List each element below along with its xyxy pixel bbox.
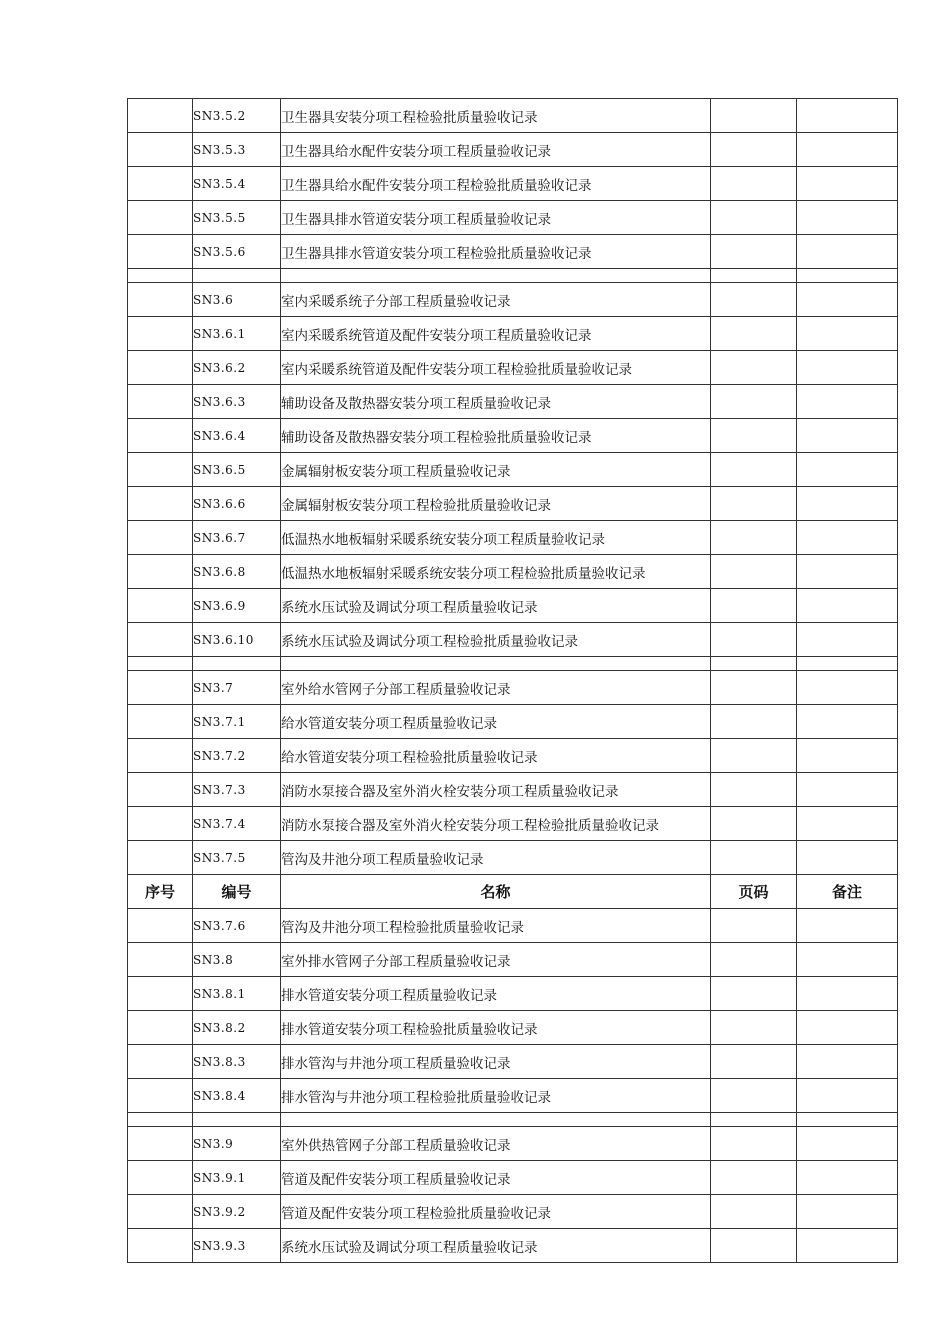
spacer-cell — [281, 1113, 711, 1127]
page-cell — [711, 671, 797, 705]
code-cell: SN3.6.6 — [193, 487, 281, 521]
name-cell: 消防水泵接合器及室外消火栓安装分项工程质量验收记录 — [281, 773, 711, 807]
spacer-cell — [193, 269, 281, 283]
table-header-row — [128, 875, 898, 909]
code-cell: SN3.7.2 — [193, 739, 281, 773]
code-cell: SN3.5.2 — [193, 99, 281, 133]
seq-cell — [128, 487, 193, 521]
page-cell — [711, 1045, 797, 1079]
name-cell: 室外供热管网子分部工程质量验收记录 — [281, 1127, 711, 1161]
spacer-cell — [711, 269, 797, 283]
name-cell: 卫生器具给水配件安装分项工程质量验收记录 — [281, 133, 711, 167]
code-cell: SN3.8.2 — [193, 1011, 281, 1045]
seq-cell — [128, 589, 193, 623]
table-row — [128, 385, 898, 419]
table-row — [128, 705, 898, 739]
table-row — [128, 419, 898, 453]
name-cell: 系统水压试验及调试分项工程质量验收记录 — [281, 1229, 711, 1263]
page-cell — [711, 201, 797, 235]
spacer-cell — [193, 1113, 281, 1127]
page-cell — [711, 453, 797, 487]
name-cell: 排水管道安装分项工程检验批质量验收记录 — [281, 1011, 711, 1045]
remark-cell — [797, 1045, 898, 1079]
page-cell — [711, 1079, 797, 1113]
spacer-cell — [281, 269, 711, 283]
table-row — [128, 589, 898, 623]
remark-cell — [797, 1161, 898, 1195]
spacer-cell — [797, 657, 898, 671]
name-cell: 系统水压试验及调试分项工程检验批质量验收记录 — [281, 623, 711, 657]
remark-cell — [797, 235, 898, 269]
name-cell: 排水管沟与井池分项工程检验批质量验收记录 — [281, 1079, 711, 1113]
table-spacer-row — [128, 269, 898, 283]
table-row — [128, 351, 898, 385]
code-cell: SN3.6.2 — [193, 351, 281, 385]
spacer-cell — [128, 269, 193, 283]
code-cell: SN3.5.5 — [193, 201, 281, 235]
name-cell: 辅助设备及散热器安装分项工程质量验收记录 — [281, 385, 711, 419]
code-cell: SN3.8.4 — [193, 1079, 281, 1113]
code-cell: SN3.6.3 — [193, 385, 281, 419]
page-cell — [711, 1229, 797, 1263]
remark-cell — [797, 1195, 898, 1229]
remark-cell — [797, 167, 898, 201]
page-cell — [711, 977, 797, 1011]
seq-cell — [128, 133, 193, 167]
table-row — [128, 283, 898, 317]
code-cell: SN3.7.5 — [193, 841, 281, 875]
seq-cell — [128, 1079, 193, 1113]
remark-cell — [797, 283, 898, 317]
table-row — [128, 909, 898, 943]
seq-cell — [128, 1127, 193, 1161]
table-row — [128, 317, 898, 351]
record-index-table — [127, 98, 898, 1263]
remark-cell — [797, 1229, 898, 1263]
name-cell: 室外给水管网子分部工程质量验收记录 — [281, 671, 711, 705]
header-page: 页码 — [711, 875, 797, 909]
seq-cell — [128, 1161, 193, 1195]
code-cell: SN3.6.8 — [193, 555, 281, 589]
seq-cell — [128, 909, 193, 943]
seq-cell — [128, 977, 193, 1011]
code-cell: SN3.6.5 — [193, 453, 281, 487]
code-cell: SN3.8.1 — [193, 977, 281, 1011]
seq-cell — [128, 841, 193, 875]
code-cell: SN3.9.1 — [193, 1161, 281, 1195]
name-cell: 金属辐射板安装分项工程检验批质量验收记录 — [281, 487, 711, 521]
remark-cell — [797, 201, 898, 235]
seq-cell — [128, 283, 193, 317]
code-cell: SN3.9.2 — [193, 1195, 281, 1229]
page-cell — [711, 705, 797, 739]
table-row — [128, 739, 898, 773]
table-row — [128, 773, 898, 807]
page-cell — [711, 419, 797, 453]
name-cell: 给水管道安装分项工程检验批质量验收记录 — [281, 739, 711, 773]
name-cell: 低温热水地板辐射采暖系统安装分项工程检验批质量验收记录 — [281, 555, 711, 589]
code-cell: SN3.7.6 — [193, 909, 281, 943]
remark-cell — [797, 385, 898, 419]
remark-cell — [797, 1011, 898, 1045]
spacer-cell — [128, 657, 193, 671]
record-index-body — [128, 99, 898, 1263]
remark-cell — [797, 977, 898, 1011]
seq-cell — [128, 201, 193, 235]
seq-cell — [128, 555, 193, 589]
table-row — [128, 1161, 898, 1195]
spacer-cell — [128, 1113, 193, 1127]
remark-cell — [797, 623, 898, 657]
page-cell — [711, 133, 797, 167]
table-row — [128, 1195, 898, 1229]
page-cell — [711, 807, 797, 841]
table-row — [128, 943, 898, 977]
remark-cell — [797, 943, 898, 977]
name-cell: 卫生器具排水管道安装分项工程质量验收记录 — [281, 201, 711, 235]
code-cell: SN3.8 — [193, 943, 281, 977]
page-cell — [711, 739, 797, 773]
table-row — [128, 671, 898, 705]
seq-cell — [128, 317, 193, 351]
page-cell — [711, 1195, 797, 1229]
page-cell — [711, 317, 797, 351]
name-cell: 卫生器具安装分项工程检验批质量验收记录 — [281, 99, 711, 133]
seq-cell — [128, 1195, 193, 1229]
remark-cell — [797, 521, 898, 555]
code-cell: SN3.5.3 — [193, 133, 281, 167]
page-cell — [711, 487, 797, 521]
seq-cell — [128, 99, 193, 133]
seq-cell — [128, 1011, 193, 1045]
spacer-cell — [797, 1113, 898, 1127]
name-cell: 管道及配件安装分项工程检验批质量验收记录 — [281, 1195, 711, 1229]
page-cell — [711, 235, 797, 269]
code-cell: SN3.6 — [193, 283, 281, 317]
remark-cell — [797, 419, 898, 453]
seq-cell — [128, 807, 193, 841]
page-cell — [711, 521, 797, 555]
table-row — [128, 1229, 898, 1263]
code-cell: SN3.6.4 — [193, 419, 281, 453]
code-cell: SN3.7.4 — [193, 807, 281, 841]
seq-cell — [128, 623, 193, 657]
code-cell: SN3.9 — [193, 1127, 281, 1161]
page-cell — [711, 943, 797, 977]
remark-cell — [797, 1079, 898, 1113]
seq-cell — [128, 521, 193, 555]
code-cell: SN3.6.1 — [193, 317, 281, 351]
header-remark: 备注 — [797, 875, 898, 909]
table-row — [128, 487, 898, 521]
table-spacer-row — [128, 1113, 898, 1127]
name-cell: 系统水压试验及调试分项工程质量验收记录 — [281, 589, 711, 623]
page-cell — [711, 283, 797, 317]
seq-cell — [128, 773, 193, 807]
name-cell: 低温热水地板辐射采暖系统安装分项工程质量验收记录 — [281, 521, 711, 555]
name-cell: 金属辐射板安装分项工程质量验收记录 — [281, 453, 711, 487]
remark-cell — [797, 739, 898, 773]
spacer-cell — [711, 1113, 797, 1127]
table-row — [128, 623, 898, 657]
table-spacer-row — [128, 657, 898, 671]
table-row — [128, 1011, 898, 1045]
remark-cell — [797, 589, 898, 623]
remark-cell — [797, 1127, 898, 1161]
table-row — [128, 807, 898, 841]
seq-cell — [128, 385, 193, 419]
name-cell: 排水管沟与井池分项工程质量验收记录 — [281, 1045, 711, 1079]
code-cell: SN3.8.3 — [193, 1045, 281, 1079]
code-cell: SN3.7 — [193, 671, 281, 705]
header-name: 名称 — [281, 875, 711, 909]
table-row — [128, 1045, 898, 1079]
spacer-cell — [281, 657, 711, 671]
name-cell: 卫生器具排水管道安装分项工程检验批质量验收记录 — [281, 235, 711, 269]
remark-cell — [797, 351, 898, 385]
code-cell: SN3.9.3 — [193, 1229, 281, 1263]
seq-cell — [128, 167, 193, 201]
header-seq: 序号 — [128, 875, 193, 909]
remark-cell — [797, 487, 898, 521]
remark-cell — [797, 99, 898, 133]
seq-cell — [128, 1045, 193, 1079]
remark-cell — [797, 555, 898, 589]
page-cell — [711, 773, 797, 807]
remark-cell — [797, 705, 898, 739]
page-cell — [711, 1011, 797, 1045]
seq-cell — [128, 453, 193, 487]
name-cell: 给水管道安装分项工程质量验收记录 — [281, 705, 711, 739]
remark-cell — [797, 807, 898, 841]
code-cell: SN3.6.9 — [193, 589, 281, 623]
seq-cell — [128, 943, 193, 977]
code-cell: SN3.5.6 — [193, 235, 281, 269]
table-row — [128, 521, 898, 555]
table-row — [128, 453, 898, 487]
table-row — [128, 1079, 898, 1113]
remark-cell — [797, 133, 898, 167]
table-row — [128, 99, 898, 133]
seq-cell — [128, 705, 193, 739]
name-cell: 室外排水管网子分部工程质量验收记录 — [281, 943, 711, 977]
name-cell: 排水管道安装分项工程质量验收记录 — [281, 977, 711, 1011]
remark-cell — [797, 773, 898, 807]
code-cell: SN3.7.1 — [193, 705, 281, 739]
code-cell: SN3.5.4 — [193, 167, 281, 201]
name-cell: 室内采暖系统管道及配件安装分项工程质量验收记录 — [281, 317, 711, 351]
page-cell — [711, 385, 797, 419]
remark-cell — [797, 909, 898, 943]
table-row — [128, 235, 898, 269]
spacer-cell — [711, 657, 797, 671]
page-cell — [711, 351, 797, 385]
seq-cell — [128, 739, 193, 773]
remark-cell — [797, 841, 898, 875]
name-cell: 室内采暖系统管道及配件安装分项工程检验批质量验收记录 — [281, 351, 711, 385]
seq-cell — [128, 419, 193, 453]
seq-cell — [128, 1229, 193, 1263]
page-cell — [711, 555, 797, 589]
remark-cell — [797, 317, 898, 351]
seq-cell — [128, 235, 193, 269]
name-cell: 消防水泵接合器及室外消火栓安装分项工程检验批质量验收记录 — [281, 807, 711, 841]
page-cell — [711, 623, 797, 657]
remark-cell — [797, 453, 898, 487]
seq-cell — [128, 671, 193, 705]
table-row — [128, 133, 898, 167]
page-cell — [711, 841, 797, 875]
table-row — [128, 841, 898, 875]
header-code: 编号 — [193, 875, 281, 909]
spacer-cell — [193, 657, 281, 671]
table-row — [128, 555, 898, 589]
page-cell — [711, 99, 797, 133]
code-cell: SN3.6.10 — [193, 623, 281, 657]
name-cell: 管沟及井池分项工程检验批质量验收记录 — [281, 909, 711, 943]
page-cell — [711, 1127, 797, 1161]
name-cell: 管道及配件安装分项工程质量验收记录 — [281, 1161, 711, 1195]
table-row — [128, 167, 898, 201]
name-cell: 卫生器具给水配件安装分项工程检验批质量验收记录 — [281, 167, 711, 201]
code-cell: SN3.7.3 — [193, 773, 281, 807]
name-cell: 管沟及井池分项工程质量验收记录 — [281, 841, 711, 875]
name-cell: 室内采暖系统子分部工程质量验收记录 — [281, 283, 711, 317]
table-row — [128, 201, 898, 235]
remark-cell — [797, 671, 898, 705]
name-cell: 辅助设备及散热器安装分项工程检验批质量验收记录 — [281, 419, 711, 453]
page-cell — [711, 167, 797, 201]
page-cell — [711, 1161, 797, 1195]
spacer-cell — [797, 269, 898, 283]
code-cell: SN3.6.7 — [193, 521, 281, 555]
table-row — [128, 977, 898, 1011]
seq-cell — [128, 351, 193, 385]
table-row — [128, 1127, 898, 1161]
page-cell — [711, 909, 797, 943]
page-cell — [711, 589, 797, 623]
